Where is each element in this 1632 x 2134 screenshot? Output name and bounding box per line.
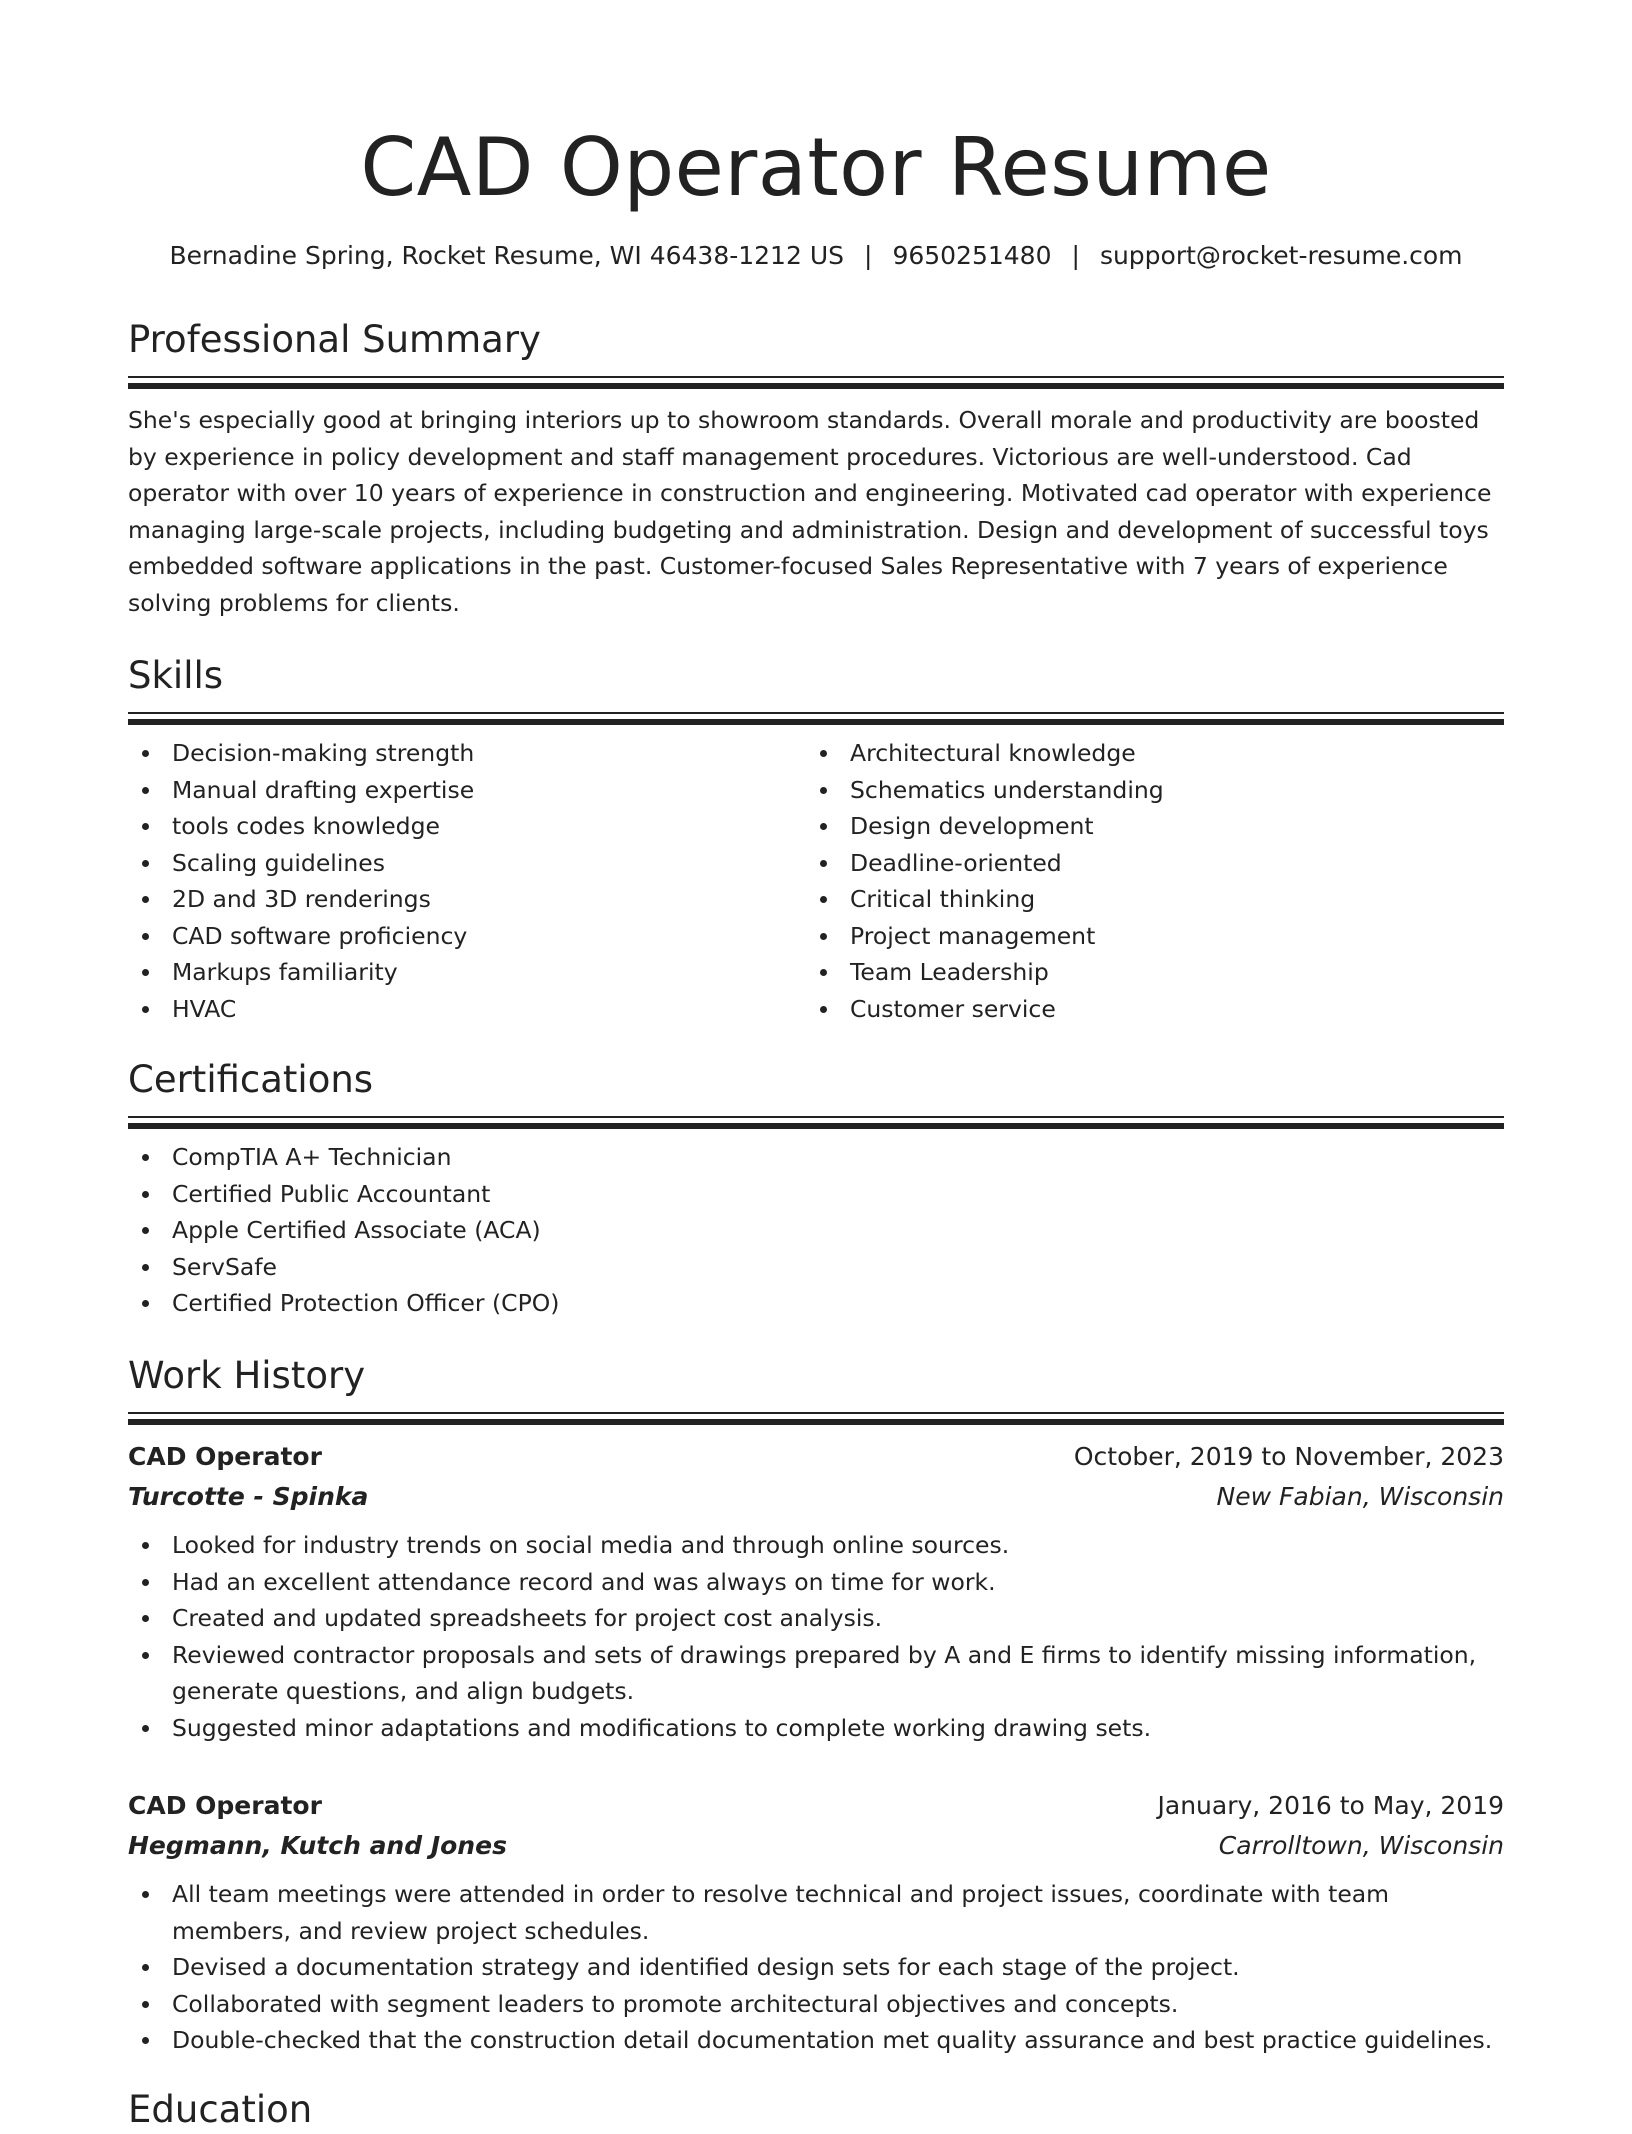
job-location: Carrolltown, Wisconsin <box>1218 1831 1504 1860</box>
list-item: Design development <box>806 808 1484 845</box>
list-item: Project management <box>806 918 1484 955</box>
list-item: Customer service <box>806 991 1484 1028</box>
job-company: Turcotte - Spinka <box>128 1482 369 1511</box>
skills-columns <box>128 725 1504 1027</box>
list-item: Scaling guidelines <box>128 845 806 882</box>
list-item: Architectural knowledge <box>806 735 1484 772</box>
job-company-row <box>128 1826 1504 1866</box>
list-item: Created and updated spreadsheets for project cost analysis. <box>128 1600 1504 1637</box>
section-divider <box>128 376 1504 389</box>
job-company: Hegmann, Kutch and Jones <box>128 1831 507 1860</box>
list-item: Apple Certified Associate (ACA) <box>128 1212 1504 1249</box>
contact-separator: | <box>864 241 873 270</box>
list-item: Schematics understanding <box>806 772 1484 809</box>
list-item: Team Leadership <box>806 954 1484 991</box>
job-duties-list <box>128 1527 1504 1746</box>
list-item: All team meetings were attended in order to resolve technical and project issues, coordinate with team members, and review project schedules. <box>128 1876 1504 1949</box>
list-item: Devised a documentation strategy and identified design sets for each stage of the project. <box>128 1949 1504 1986</box>
contact-line <box>128 236 1504 276</box>
section-skills <box>128 652 1504 1027</box>
job-dates: January, 2016 to May, 2019 <box>1157 1791 1504 1820</box>
contact-email[interactable]: support@rocket-resume.com <box>1099 241 1463 270</box>
list-item: ServSafe <box>128 1249 1504 1286</box>
list-item: CAD software proficiency <box>128 918 806 955</box>
job-duties-list <box>128 1876 1504 2059</box>
skills-list-right <box>806 735 1484 1027</box>
summary-paragraph: She's especially good at bringing interiors up to showroom standards. Overall morale and productivity are boosted by experience in policy development and staff management procedures. Victorious are well-understood. Cad operator with over 10 years of experience in construction and engineering. Motivated cad operator with experience managing large-scale projects, including budgeting and administration. Design and development of successful toys embedded software applications in the past. Customer-focused Sales Representative with 7 years of experience solving problems for clients. <box>128 406 1492 617</box>
section-heading-summary: Professional Summary <box>128 318 541 361</box>
job-dates: October, 2019 to November, 2023 <box>1073 1442 1504 1471</box>
list-item: 2D and 3D renderings <box>128 881 806 918</box>
job-company-row <box>128 1477 1504 1517</box>
section-divider <box>128 712 1504 725</box>
section-divider <box>128 1116 1504 1129</box>
section-heading-certifications: Certifications <box>128 1058 374 1101</box>
list-item: Looked for industry trends on social media and through online sources. <box>128 1527 1504 1564</box>
certifications-list <box>128 1139 1504 1322</box>
section-work-history <box>128 1352 1504 2059</box>
job-entry <box>128 1786 1504 2059</box>
list-item: tools codes knowledge <box>128 808 806 845</box>
list-item: HVAC <box>128 991 806 1028</box>
job-header-row <box>128 1437 1504 1477</box>
list-item: Certified Public Accountant <box>128 1176 1504 1213</box>
list-item: Deadline-oriented <box>806 845 1484 882</box>
list-item: Decision-making strength <box>128 735 806 772</box>
contact-separator: | <box>1071 241 1080 270</box>
job-entry <box>128 1437 1504 1746</box>
section-heading-education: Education <box>128 2088 313 2131</box>
contact-phone: 9650251480 <box>892 241 1052 270</box>
contact-address: Bernadine Spring, Rocket Resume, WI 46438-1212 US <box>169 241 844 270</box>
section-divider <box>128 1412 1504 1425</box>
section-education <box>128 2086 1504 2134</box>
list-item: CompTIA A+ Technician <box>128 1139 1504 1176</box>
resume-title: CAD Operator Resume <box>360 121 1272 214</box>
list-item: Suggested minor adaptations and modifications to complete working drawing sets. <box>128 1710 1504 1747</box>
list-item: Double-checked that the construction detail documentation met quality assurance and best practice guidelines. <box>128 2022 1504 2059</box>
skills-list-left <box>128 735 806 1027</box>
job-header-row <box>128 1786 1504 1826</box>
job-title: CAD Operator <box>128 1791 322 1820</box>
section-heading-skills: Skills <box>128 654 224 697</box>
list-item: Had an excellent attendance record and was always on time for work. <box>128 1564 1504 1601</box>
section-professional-summary <box>128 316 1504 621</box>
job-location: New Fabian, Wisconsin <box>1216 1482 1504 1511</box>
job-title: CAD Operator <box>128 1442 322 1471</box>
section-certifications <box>128 1056 1504 1322</box>
section-heading-work-history: Work History <box>128 1354 366 1397</box>
list-item: Critical thinking <box>806 881 1484 918</box>
list-item: Markups familiarity <box>128 954 806 991</box>
list-item: Manual drafting expertise <box>128 772 806 809</box>
list-item: Reviewed contractor proposals and sets of drawings prepared by A and E firms to identify missing information, generate questions, and align budgets. <box>128 1637 1504 1710</box>
list-item: Certified Protection Officer (CPO) <box>128 1285 1504 1322</box>
list-item: Collaborated with segment leaders to promote architectural objectives and concepts. <box>128 1986 1504 2023</box>
